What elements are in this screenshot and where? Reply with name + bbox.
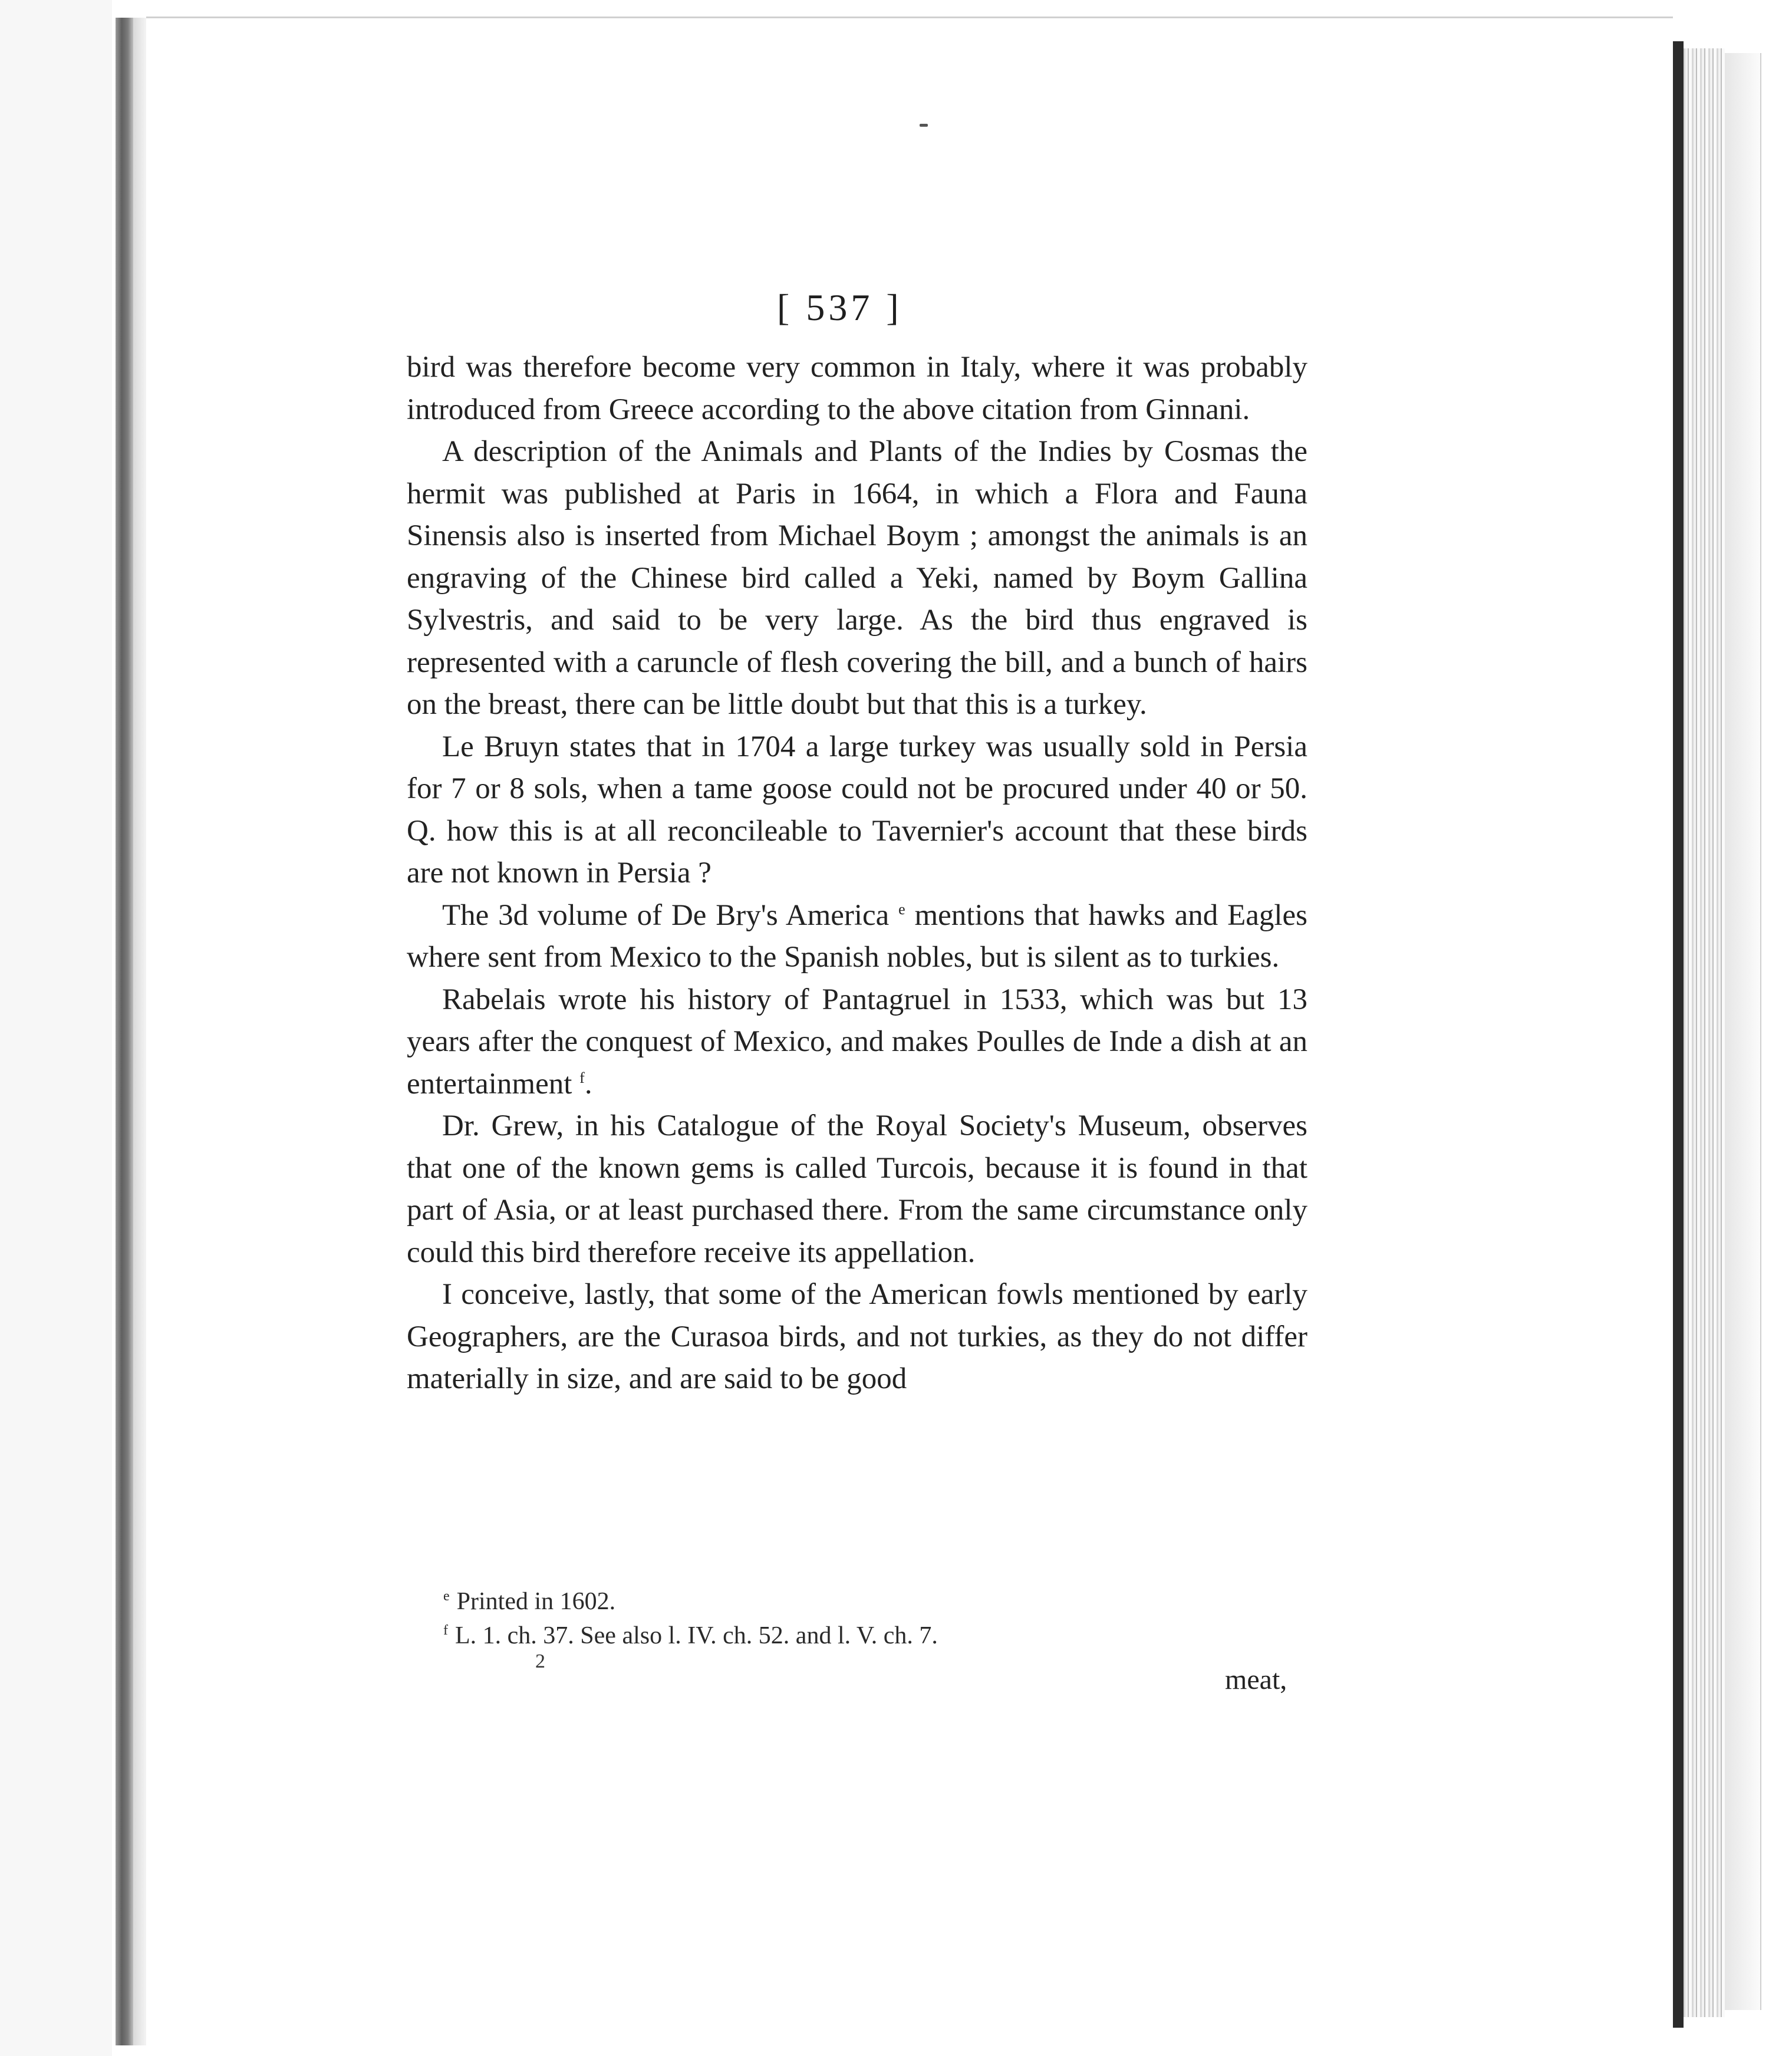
footnote-e-text: Printed in 1602. <box>456 1588 616 1615</box>
book-cover-edge <box>1725 53 1761 2010</box>
footnote-f-text: L. 1. ch. 37. See also l. IV. ch. 52. and l. V. ch. 7. <box>455 1622 938 1649</box>
footnote-mark-e: e <box>898 900 905 918</box>
signature-mark: 2 <box>535 1650 545 1672</box>
footnote-f <box>443 1619 1210 1653</box>
paragraph-curasoa: I conceive, lastly, that some of the American fowls mentioned by early Geographers, are the Curasoa birds, and not turkies, as they do not differ materially in size, and are said to be good <box>407 1278 1307 1395</box>
footnote-mark-f: f <box>579 1069 585 1086</box>
footnote-f-mark: f <box>443 1623 448 1638</box>
catchword: meat, <box>1225 1664 1287 1695</box>
de-bry-text-end: mentions that hawks and Eagles where sent from Mexico to the Spanish nobles, but is silent as to turkies. <box>407 898 1308 974</box>
book-gutter-shadow <box>116 18 133 2045</box>
print-speck <box>920 124 928 127</box>
footnote-e-mark: e <box>443 1589 450 1604</box>
book-gutter-highlight <box>133 18 146 2045</box>
page-stack-edges <box>1684 48 1725 2017</box>
paragraph-cosmas: A description of the Animals and Plants of the Indies by Cosmas the hermit was published at Paris in 1664, in which a Flora and Fauna Sinensis also is inserted from Michael Boym ; amongst the animals is an engraving of the Chinese bird called a Yeki, named by Boym Gallina Sylvestris, and said to be very large. As the bird thus engraved is represented with a caruncle of flesh covering the bill, and a bunch of hairs on the breast, there can be little doubt but that this is a turkey. <box>407 435 1307 721</box>
page-number: [ 537 ] <box>777 286 902 328</box>
left-page-edge <box>0 0 112 2056</box>
paragraph-grew: Dr. Grew, in his Catalogue of the Royal Society's Museum, observes that one of the known gems is called Turcois, because it is found in that part of Asia, or at least purchased there. From the same circumstance only could this bird therefore receive its appellation. <box>407 1109 1307 1269</box>
footnote-e <box>443 1584 1210 1619</box>
footnotes <box>443 1584 1210 1653</box>
page-edge-shadow <box>1673 41 1684 2028</box>
body-text <box>407 347 1307 1401</box>
paragraph-rabelais: Rabelais wrote his history of Pantagruel in 1533, which was but 13 years after the conquest of Mexico, and makes Poulles de Inde a dish at an entertainment $^f$. <box>407 983 1307 1101</box>
paragraph-de-bry <box>407 895 1307 979</box>
paragraph-italy: bird was therefore become very common in Italy, where it was probably introduced from Greece according to the above citation from Ginnani. <box>407 351 1307 426</box>
paragraph-le-bruyn: Le Bruyn states that in 1704 a large turkey was usually sold in Persia for 7 or 8 sols, when a tame goose could not be procured under 40 or 50. Q. how this is at all reconcileable to Tavernier's account that these birds are not known in Persia ? <box>407 730 1307 889</box>
de-bry-text-start: The 3d volume of De Bry's America <box>442 898 890 932</box>
rabelais-text: Rabelais wrote his history of Pantagruel in 1533, which was but 13 years after the conquest of Mexico, and makes Poulles de Inde a dish at an entertainment <box>407 983 1307 1101</box>
